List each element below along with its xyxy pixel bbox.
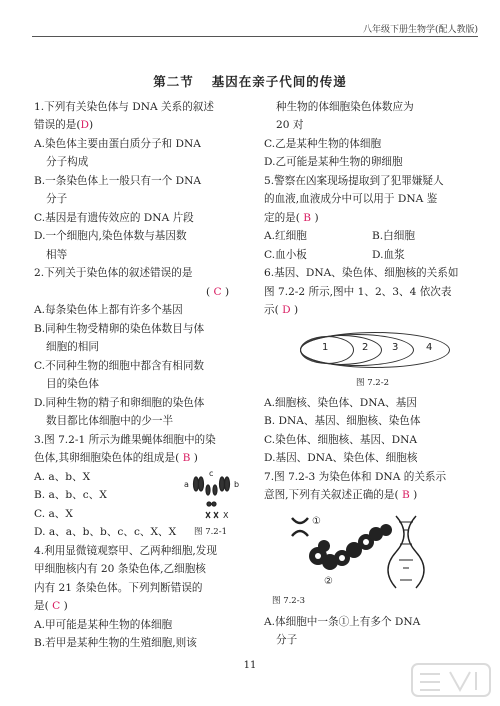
q6-stem-line3: 示( D )	[264, 304, 299, 316]
q1-answer: D	[80, 119, 90, 131]
q2-option-c-cont: 目的染色体	[46, 378, 99, 390]
section-title	[0, 72, 500, 90]
fig-7-2-1-caption: 图 7.2-1	[194, 527, 227, 537]
q4-option-c: C.乙是某种生物的体细胞	[264, 138, 382, 150]
q1-option-b-cont: 分子	[46, 193, 68, 205]
q7-answer: B	[402, 489, 410, 501]
q1-option-c: C.基因是有遗传效应的 DNA 片段	[34, 212, 194, 224]
q2-option-b-cont: 细胞的相同	[46, 341, 99, 353]
q1-stem-line1: 1.下列有关染色体与 DNA 关系的叙述	[34, 101, 214, 113]
fig-label-1: ①	[312, 516, 321, 527]
q6-stem-line1: 6.基因、DNA、染色体、细胞核的关系如	[264, 267, 459, 279]
q2-option-c: C.不同种生物的细胞中都含有相同数	[34, 360, 205, 372]
q5-stem-line3: 定的是( B )	[264, 212, 319, 224]
fig-label-b: b	[234, 480, 240, 489]
q4-option-a: A.甲可能是某种生物的体细胞	[34, 619, 173, 631]
q3-option-d: D. a、a、b、b、c、c、X、X	[34, 526, 177, 538]
q1-option-a: A.染色体主要由蛋白质分子和 DNA	[34, 138, 201, 150]
q1-option-b: B.一条染色体上一般只有一个 DNA	[34, 175, 202, 187]
fig-7-2-3-caption: 图 7.2-3	[272, 596, 305, 606]
fig-label-x: X	[223, 511, 229, 520]
q6-option-c: C.染色体、细胞核、基因、DNA	[264, 434, 418, 446]
ellipse-label-4: 4	[426, 342, 433, 353]
q7-stem-line2: 意图,下列有关叙述正确的是( B )	[264, 489, 418, 501]
fig-7-2-2-nested-ellipses	[300, 332, 450, 368]
q2-option-d-cont: 数目都比体细胞中的少一半	[46, 415, 174, 427]
q3-option-c: C. a、X	[34, 508, 73, 520]
ellipse-label-3: 3	[392, 342, 399, 353]
q2-stem: 2.下列关于染色体的叙述错误的是	[34, 267, 193, 279]
q4-stem-line4: 是( C )	[34, 600, 68, 612]
watermark-logo	[410, 660, 492, 700]
q3-answer: B	[182, 452, 191, 464]
q4-stem-line3: 内有 21 条染色体。下列判断错误的	[34, 582, 203, 594]
q1-stem-line2: 错误的是(D)	[34, 119, 94, 131]
q4-option-b: B.若甲是某种生物的生殖细胞,则该	[34, 637, 197, 649]
q3-option-b: B. a、b、c、X	[34, 489, 107, 501]
q4-stem-line2: 甲细胞核内有 20 条染色体,乙细胞核	[34, 563, 206, 575]
q5-stem-line2: 的血液,血液成分中可以用于 DNA 鉴	[264, 193, 438, 205]
section-number: 第二节	[153, 74, 194, 89]
q5-option-d: D.血浆	[372, 249, 405, 261]
q1-option-d: D.一个细胞内,染色体数与基因数	[34, 230, 187, 242]
q3-stem-line2: 色体,其卵细胞染色体的组成是( B )	[34, 452, 198, 464]
q2-option-d: D.同种生物的精子和卵细胞的染色体	[34, 397, 205, 409]
q6-option-a: A.细胞核、染色体、DNA、基因	[264, 397, 417, 409]
page-header: 八年级下册生物学(配人教版)	[362, 25, 478, 35]
q1-option-a-cont: 分子构成	[46, 156, 89, 168]
q2-answer-paren: ( C )	[206, 286, 230, 298]
q2-answer: C	[213, 286, 222, 298]
page-number: 11	[243, 660, 257, 671]
q1-option-d-cont: 相等	[46, 249, 68, 261]
q4-option-b-cont2: 20 对	[276, 119, 304, 131]
q3-option-a: A. a、b、X	[34, 471, 91, 483]
q6-stem-line2: 图 7.2-2 所示,图中 1、2、3、4 依次表	[264, 286, 452, 298]
q6-answer: D	[282, 304, 291, 316]
ellipse-label-2: 2	[362, 342, 369, 353]
q5-option-a: A.红细胞	[264, 230, 307, 242]
fig-label-2: ②	[324, 576, 333, 587]
header-rule	[32, 36, 478, 37]
fig-7-2-1-chromosomes	[182, 464, 242, 520]
q4-stem-line1: 4.利用显微镜观察甲、乙两种细胞,发现	[34, 545, 217, 557]
fig-label-c: c	[209, 469, 214, 478]
q5-option-b: B.白细胞	[372, 230, 415, 242]
fig-7-2-2-caption: 图 7.2-2	[356, 378, 389, 388]
q2-option-a: A.每条染色体上都有许多个基因	[34, 304, 183, 316]
q7-option-a-cont: 分子	[276, 634, 298, 646]
q4-option-b-cont1: 种生物的体细胞染色体数应为	[276, 101, 414, 113]
q3-stem-line1: 3.图 7.2-1 所示为雌果蝇体细胞中的染	[34, 434, 216, 446]
section-name: 基因在亲子代间的传递	[211, 74, 347, 89]
q2-option-b: B.同种生物受精卵的染色体数目与体	[34, 323, 205, 335]
q5-answer: B	[303, 212, 312, 224]
q5-stem-line1: 5.警察在凶案现场提取到了犯罪嫌疑人	[264, 175, 444, 187]
fig-7-2-3-chromosome-dna	[278, 510, 456, 590]
q6-option-b: B. DNA、基因、细胞核、染色体	[264, 415, 421, 427]
q7-stem-line1: 7.图 7.2-3 为染色体和 DNA 的关系示	[264, 471, 447, 483]
q7-option-a: A.体细胞中一条①上有多个 DNA	[264, 616, 421, 628]
q5-option-c: C.血小板	[264, 249, 307, 261]
q4-answer: C	[52, 600, 61, 612]
q6-option-d: D.基因、DNA、染色体、细胞核	[264, 452, 418, 464]
ellipse-label-1: 1	[322, 342, 329, 353]
q4-option-d: D.乙可能是某种生物的卵细胞	[264, 156, 403, 168]
fig-label-a: a	[184, 480, 189, 489]
